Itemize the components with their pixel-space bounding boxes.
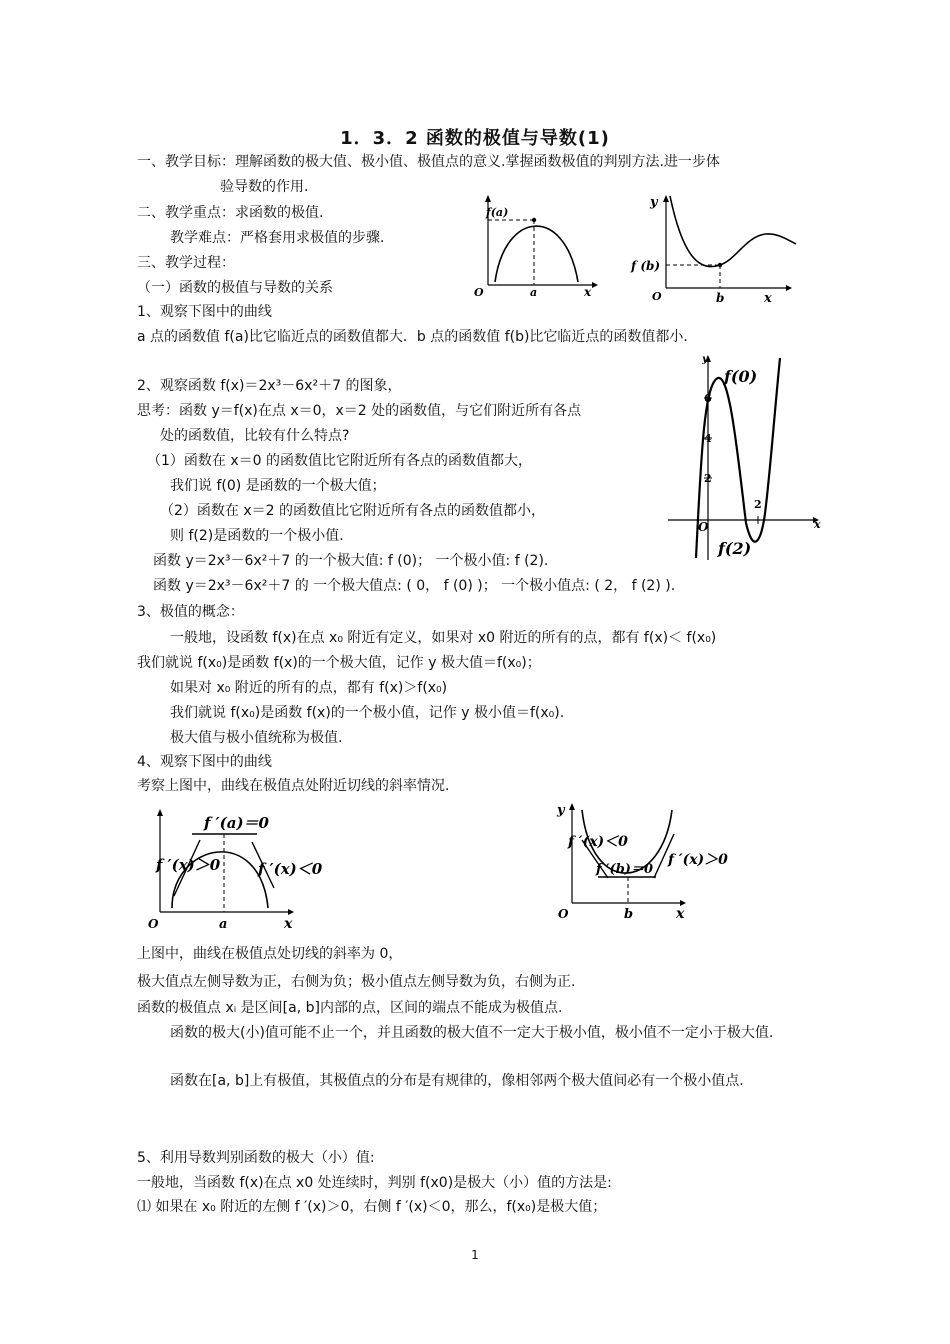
fig1-xlabel: x — [584, 285, 592, 299]
fig3-max-label: f(0) — [724, 367, 758, 386]
item3-line1: 一般地，设函数 f(x)在点 x₀ 附近有定义，如果对 x0 附近的所有的点，都有 f(x)＜ f(x₀) — [170, 630, 717, 646]
fig1-ylabel: f(a) — [486, 206, 509, 219]
fig3-min-label: f(2) — [718, 539, 752, 558]
item4-line2: 上图中，曲线在极值点处切线的斜率为 0， — [137, 946, 403, 962]
fig3-tick-6: 6 — [704, 392, 712, 405]
item5-line1: 一般地，当函数 f(x)在点 x0 处连续时，判别 f(x0)是极大（小）值的方法是: — [137, 1175, 612, 1191]
teaching-key-point: 二、教学重点：求函数的极值. — [137, 205, 324, 221]
item2-answer2-line2: 则 f(2)是函数的一个极小值. — [170, 528, 344, 544]
teaching-goal-line2: 验导数的作用. — [220, 179, 309, 195]
fig3-ylabel: y — [702, 354, 708, 365]
fig2-origin: O — [652, 290, 662, 303]
teaching-process: 三、教学过程： — [137, 255, 235, 271]
fig1-point: a — [530, 286, 538, 299]
item2-answer2-line1: （2）函数在 x＝2 的函数值比它附近所有各点的函数值都小， — [160, 503, 545, 519]
fig5-left-label: f ′(x)＜0 — [568, 834, 628, 850]
item2-extremum-values: 函数 y＝2x³－6x²＋7 的一个极大值: f (0)； 一个极小值: f (2). — [153, 553, 549, 569]
figure-cubic-graph — [668, 348, 823, 563]
fig5-xlabel: x — [676, 906, 685, 922]
item1-heading: 1、观察下图中的曲线 — [137, 304, 272, 320]
fig4-origin: O — [148, 917, 159, 931]
fig5-bottom-label: f ′(b)＝0 — [596, 862, 653, 877]
fig3-xtick-2: 2 — [754, 498, 762, 511]
item2-answer1-line1: （1）函数在 x＝0 的函数值比它附近所有各点的函数值都大， — [147, 453, 532, 469]
item3-line4: 我们就说 f(x₀)是函数 f(x)的一个极小值，记作 y 极小值＝f(x₀). — [170, 705, 565, 721]
item4-paragraph1: 函数的极大(小)值可能不止一个，并且函数的极大值不一定大于极小值，极小值不一定小于极大值. — [170, 1025, 774, 1041]
teaching-difficulty: 教学难点：严格套用求极值的步骤. — [170, 230, 385, 246]
item5-heading: 5、利用导数判别函数的极大（小）值: — [137, 1150, 375, 1166]
fig5-origin: O — [558, 907, 569, 921]
figure-tangent-maximum — [142, 808, 342, 936]
fig5-ylabel: y — [557, 803, 565, 818]
item5-line2: ⑴ 如果在 x₀ 附近的左侧 f ′(x)＞0，右侧 f ′(x)＜0，那么，f(x₀)是极大值； — [137, 1199, 607, 1215]
fig3-origin: O — [698, 520, 709, 534]
fig4-xlabel: x — [284, 916, 293, 932]
fig4-top-label: f ′(a)＝0 — [204, 814, 269, 832]
item3-line2: 我们就说 f(x₀)是函数 f(x)的一个极大值，记作 y 极大值＝f(x₀)； — [137, 655, 541, 671]
fig3-tick-4: 4 — [704, 432, 712, 445]
item3-line3: 如果对 x₀ 附近的所有的点，都有 f(x)＞f(x₀) — [170, 680, 448, 696]
item2-answer1-line2: 我们说 f(0) 是函数的一个极大值； — [170, 478, 386, 494]
fig2-point: b — [716, 291, 725, 305]
figure-local-maximum — [470, 190, 600, 300]
item2-think-line2: 处的函数值，比较有什么特点? — [160, 428, 350, 444]
item4-line4: 函数的极值点 xᵢ 是区间[a, b]内部的点，区间的端点不能成为极值点. — [137, 1000, 563, 1016]
item3-line5: 极大值与极小值统称为极值. — [170, 730, 343, 746]
fig4-right-label: f ′(x)＜0 — [258, 860, 323, 878]
figure-tangent-minimum — [552, 798, 742, 926]
fig2-value: f (b) — [631, 259, 661, 273]
fig4-point: a — [219, 917, 228, 932]
item4-line1: 考察上图中，曲线在极值点处附近切线的斜率情况. — [137, 778, 450, 794]
fig4-left-label: f ′(x)＞0 — [156, 856, 221, 874]
fig2-ylabel: y — [650, 195, 658, 210]
section1-heading: （一）函数的极值与导数的关系 — [137, 280, 333, 296]
teaching-goal-line1: 一、教学目标：理解函数的极大值、极小值、极值点的意义.掌握函数极值的判别方法.进一步体 — [137, 154, 720, 170]
item4-line3: 极大值点左侧导数为正，右侧为负；极小值点左侧导数为负，右侧为正. — [137, 974, 576, 990]
item2-heading: 2、观察函数 f(x)＝2x³－6x²＋7 的图象， — [137, 378, 402, 394]
item2-think-line1: 思考：函数 y＝f(x)在点 x＝0，x＝2 处的函数值，与它们附近所有各点 — [137, 403, 582, 419]
page-number: 1 — [471, 1248, 479, 1262]
fig3-xlabel: x — [814, 518, 821, 531]
item1-body: a 点的函数值 f(a)比它临近点的函数值都大．b 点的函数值 f(b)比它临近点的函数值都小． — [137, 329, 698, 345]
fig1-origin: O — [474, 286, 484, 299]
fig3-tick-2: 2 — [704, 472, 712, 485]
fig2-xlabel: x — [764, 291, 772, 306]
page-title: 1．3．2 函数的极值与导数(1) — [340, 128, 610, 149]
item4-paragraph2: 函数在[a, b]上有极值，其极值点的分布是有规律的，像相邻两个极大值间必有一个极小值点. — [170, 1073, 744, 1089]
fig5-right-label: f ′(x)＞0 — [668, 852, 728, 868]
item3-heading: 3、极值的概念： — [137, 604, 244, 620]
item4-heading: 4、观察下图中的曲线 — [137, 754, 272, 770]
fig5-point: b — [624, 907, 634, 922]
item2-extremum-points: 函数 y＝2x³－6x²＋7 的 一个极大值点: ( 0， f (0) )； 一个极小值点: ( 2， f (2) ). — [153, 578, 676, 594]
figure-local-minimum — [628, 188, 798, 306]
